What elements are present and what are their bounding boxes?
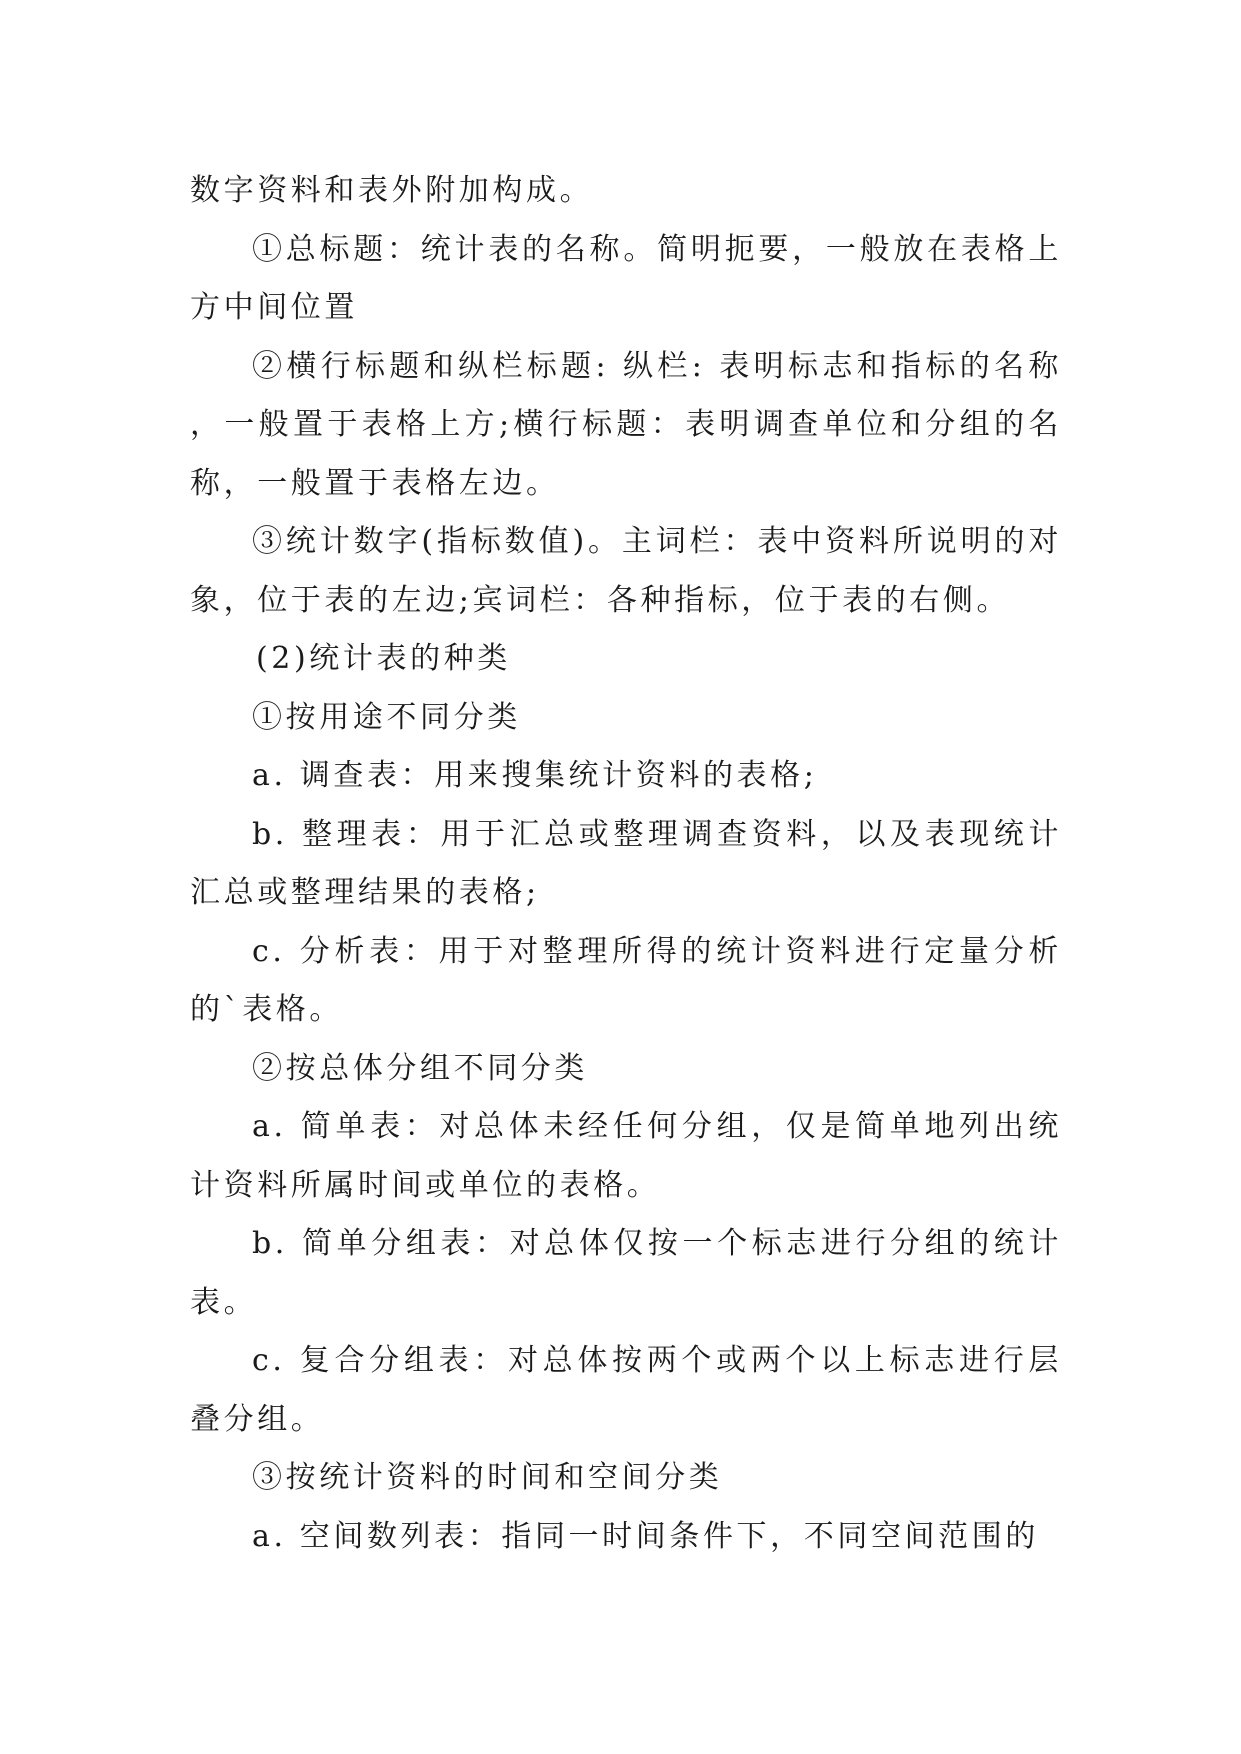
list-item-simple-group-table: b. 简单分组表：对总体仅按一个标志进行分组的统计表。 — [190, 1226, 1062, 1320]
list-item-compound-group-table: c. 复合分组表：对总体按两个或两个以上标志进行层叠分组。 — [190, 1343, 1062, 1437]
list-item-analysis-table: c. 分析表：用于对整理所得的统计资料进行定量分析的`表格。 — [190, 933, 1062, 1027]
paragraph-row-column-titles: ②横行标题和纵栏标题: 纵栏: 表明标志和指标的名称 ，一般置于表格上方;横行标题：表明调查单位和分组的名称，一般置于表格左边。 — [190, 348, 1062, 501]
list-item-survey-table: a. 调查表：用来搜集统计资料的表格; — [252, 758, 818, 793]
paragraph-general-title: ①总标题：统计表的名称。简明扼要，一般放在表格上方中间位置 — [190, 231, 1062, 325]
subheading-by-time-space: ③按统计资料的时间和空间分类 — [252, 1460, 723, 1495]
paragraph-statistical-numbers: ③统计数字(指标数值)。主词栏：表中资料所说明的对象，位于表的左边;宾词栏：各种指标，位于表的右侧。 — [190, 524, 1062, 618]
list-item-space-series-table: a. 空间数列表：指同一时间条件下，不同空间范围的 — [252, 1518, 1039, 1554]
list-item-simple-table: a. 简单表：对总体未经任何分组，仅是简单地列出统计资料所属时间或单位的表格。 — [190, 1109, 1062, 1203]
paragraph-continuation: 数字资料和表外附加构成。 — [190, 173, 594, 208]
section-heading-table-types: (2)统计表的种类 — [256, 641, 511, 676]
subheading-by-purpose: ①按用途不同分类 — [252, 699, 521, 735]
document-body — [190, 162, 1062, 1566]
list-item-summary-table: b. 整理表：用于汇总或整理调查资料，以及表现统计汇总或整理结果的表格; — [190, 816, 1062, 910]
subheading-by-grouping: ②按总体分组不同分类 — [252, 1050, 588, 1086]
